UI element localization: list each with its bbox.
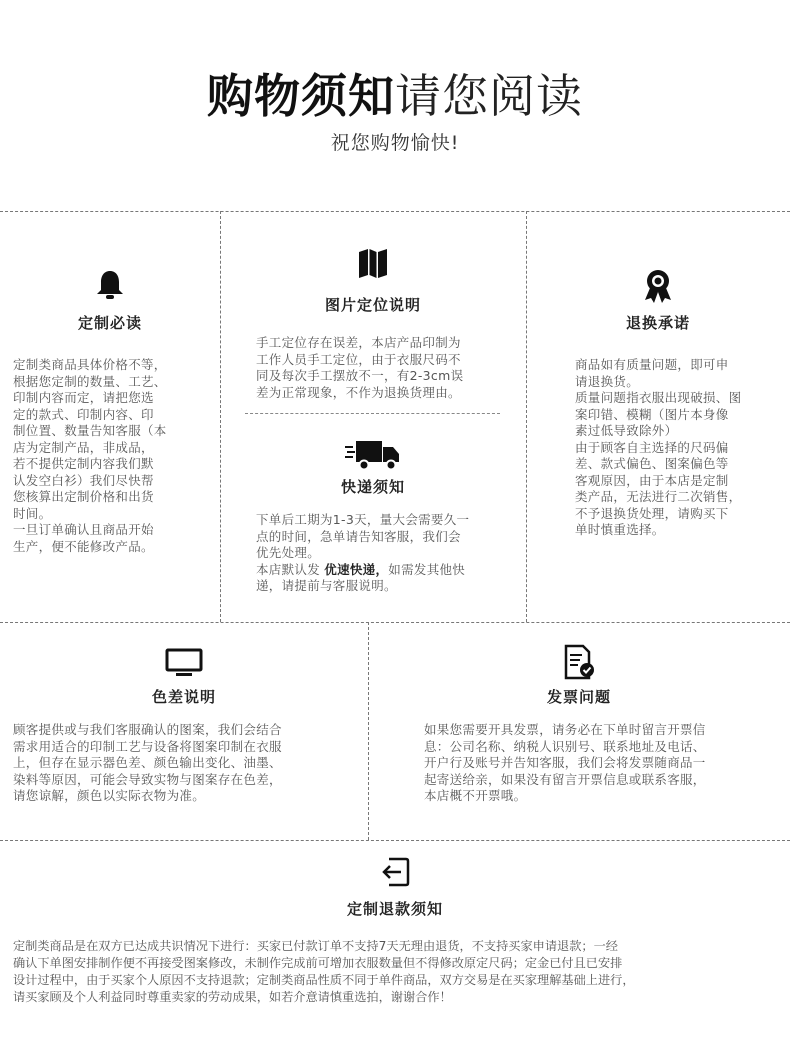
page-title — [0, 68, 790, 124]
divider-bottom — [0, 840, 790, 841]
inner-divider — [245, 413, 500, 414]
section-body — [256, 512, 526, 595]
section-title: 快递须知 — [340, 478, 405, 496]
section-return-promise — [526, 268, 790, 333]
map-icon — [356, 246, 390, 280]
section-refund — [0, 856, 790, 919]
section-body: 如果您需要开具发票，请务必在下单时留言开票信 息：公司名称、纳税人识别号、联系地址及电话、 开户行及账号并告知客服，我们会将发票随商品一 起寄送给亲，如果没有留言开票信息或联系客服， 本店概不开票哦。 — [424, 722, 706, 803]
section-color-difference — [0, 648, 368, 707]
section-title: 定制退款须知 — [346, 900, 443, 918]
return-icon — [379, 856, 411, 888]
page-subtitle: 祝您购物愉快! — [330, 132, 460, 154]
award-icon — [641, 268, 675, 304]
shipping-text-2: 如需发其他快 递，请提前与客服说明。 — [256, 561, 466, 593]
section-shipping — [220, 438, 526, 497]
invoice-icon — [563, 644, 595, 680]
section-body: 定制类商品是在双方已达成共识情况下进行：买家已付款订单不支持7天无理由退货，不支持买家申请退款；一经 确认下单图安排制作便不再接受图案修改，未制作完成前可增加衣服数量但不得修改原定尺码；定金已付且已安排 设计过程中，由于买家个人原因不支持退款；定制类商品性质不同于单件商品，双方交易是在买家理解基础上进行， 请买家顾及个人利益同时尊重卖家的劳动成果，如若介意请慎重选拍，谢谢合作！ — [13, 939, 635, 1004]
page-header — [0, 0, 790, 210]
title-light: 请您阅读 — [395, 69, 583, 123]
section-body: 商品如有质量问题，即可申 请退换货。 质量问题指衣服出现破损、图 案印错、模糊（图片本身像 素过低导致除外） 由于顾客自主选择的尺码偏 差、款式偏色、图案偏色等 客观原因，由于本店是定制 类产品，无法进行二次销售， 不予退换货处理，请购买下 单时慎重选择。 — [575, 357, 742, 537]
divider-top — [0, 211, 790, 212]
section-body: 定制类商品具体价格不等， 根据您定制的数量、工艺、 印制内容而定，请把您选 定的款式、印制内容、印 制位置、数量告知客服（本 店为定制产品，非成品， 若不提供定制内容我们默 认发空白衫）我们尽快帮 您核算出定制价格和出货 时间。 一旦订单确认且商品开始 生产，便不能修改产品。 — [13, 357, 167, 554]
divider-middle — [0, 622, 790, 623]
shipping-text-1: 下单后工期为1-3天，量大会需要久一 点的时间，急单请告知客服，我们会 优先处理。 本店默认发 — [256, 512, 470, 577]
section-body: 顾客提供或与我们客服确认的图案，我们会结合 需求用适合的印制工艺与设备将图案印制在衣服 上，但存在显示器色差、颜色输出变化、油墨、 染料等原因，可能会导致实物与图案存在色差， 请您谅解，颜色以实际衣物为准。 — [13, 722, 282, 803]
shipping-courier: 优速快递， — [324, 561, 389, 577]
section-body: 手工定位存在误差，本店产品印制为 工作人员手工定位，由于衣服尺码不 同及每次手工摆放不一，有2-3cm误 差为正常现象，不作为退换货理由。 — [256, 335, 464, 400]
section-title: 图片定位说明 — [324, 296, 421, 314]
section-title: 发票问题 — [546, 688, 611, 706]
title-bold: 购物须知 — [207, 69, 395, 123]
section-title: 色差说明 — [151, 688, 216, 706]
section-image-position — [220, 246, 526, 315]
section-custom-notice — [0, 268, 220, 333]
section-title: 定制必读 — [77, 314, 142, 332]
section-title: 退换承诺 — [625, 314, 690, 332]
truck-icon — [345, 438, 401, 472]
bell-icon — [93, 268, 127, 302]
monitor-icon — [165, 648, 203, 678]
section-invoice — [368, 644, 790, 707]
